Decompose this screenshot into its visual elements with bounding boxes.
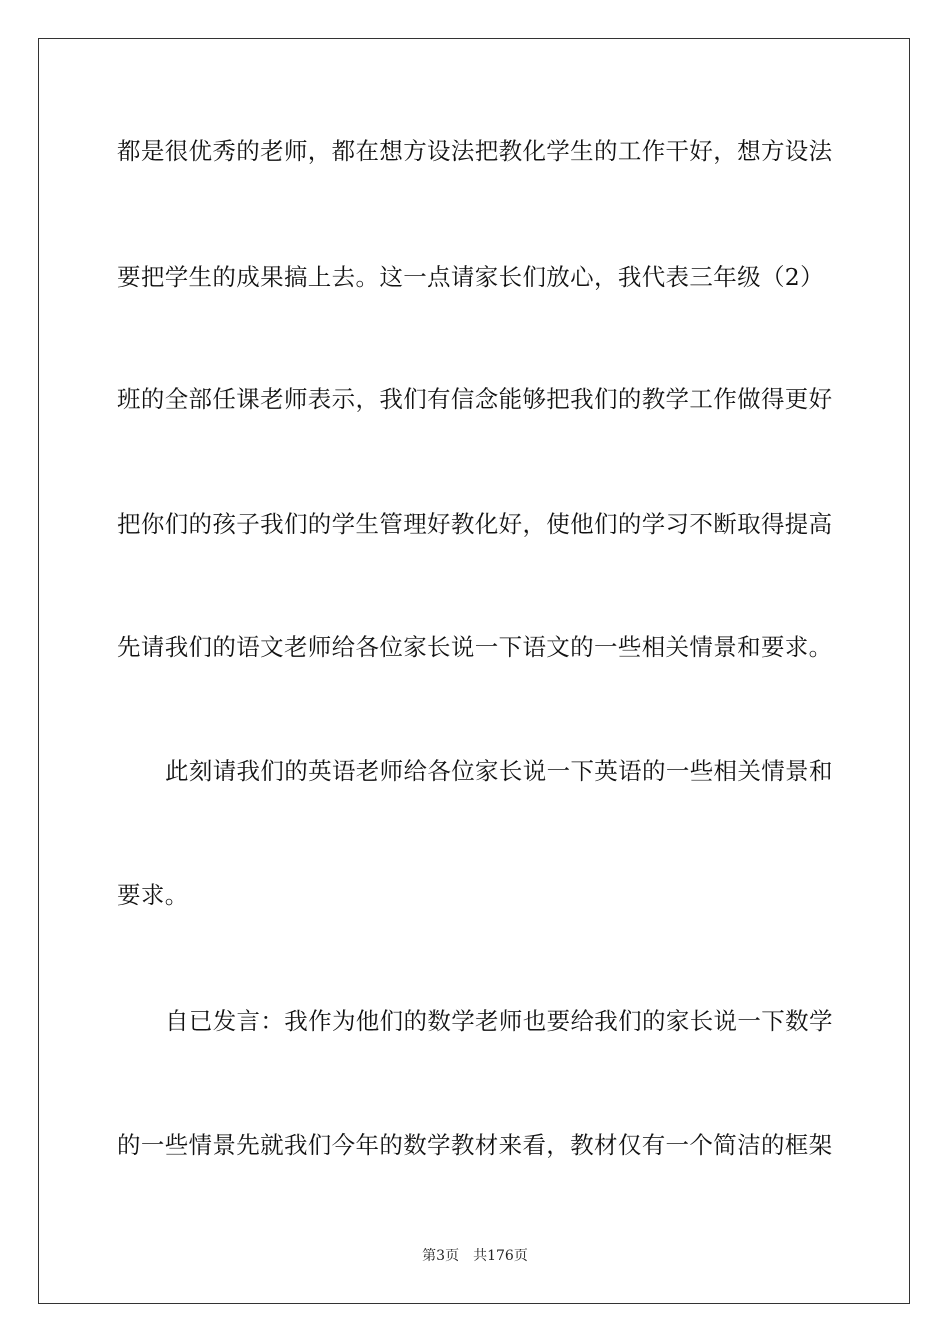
page-border <box>38 38 910 1304</box>
page-footer <box>0 1246 950 1266</box>
paragraph-line: 的一些情景先就我们今年的数学教材来看，教材仅有一个简洁的框架 <box>117 1131 833 1159</box>
total-pages: 共176页 <box>473 1248 528 1264</box>
paragraph-line: 都是很优秀的老师，都在想方设法把教化学生的工作干好，想方设法 <box>117 137 833 165</box>
paragraph-line: 要求。 <box>117 881 189 909</box>
paragraph-line: 把你们的孩子我们的学生管理好教化好，使他们的学习不断取得提高 <box>117 510 833 538</box>
paragraph-line: 此刻请我们的英语老师给各位家长说一下英语的一些相关情景和 <box>165 757 833 785</box>
page-number: 第3页 <box>422 1248 460 1264</box>
paragraph-line: 自已发言：我作为他们的数学老师也要给我们的家长说一下数学 <box>165 1007 833 1035</box>
paragraph-line: 要把学生的成果搞上去。这一点请家长们放心，我代表三年级（2） <box>117 263 824 291</box>
paragraph-line: 班的全部任课老师表示，我们有信念能够把我们的教学工作做得更好 <box>117 385 833 413</box>
paragraph-line: 先请我们的语文老师给各位家长说一下语文的一些相关情景和要求。 <box>117 633 833 661</box>
